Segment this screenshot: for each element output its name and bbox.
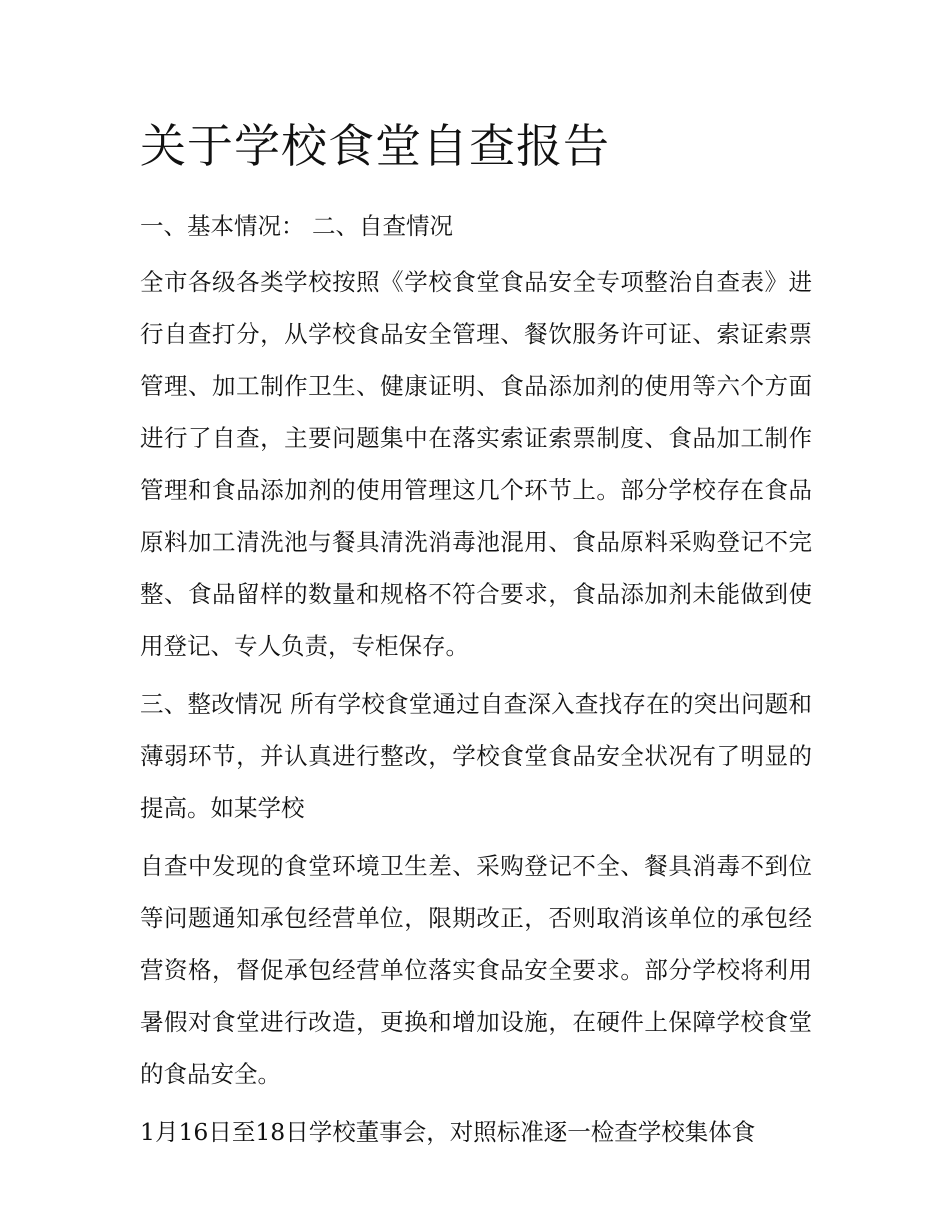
document-page <box>140 110 812 1164</box>
section-heading-basic: 一、基本情况： 二、自查情况 <box>140 212 453 240</box>
paragraph-inspection: 1月16日至18日学校董事会，对照标准逐一检查学校集体食 <box>140 1118 756 1146</box>
paragraph-findings: 自查中发现的食堂环境卫生差、采购登记不全、餐具消毒不到位等问题通知承包经营单位，限期改正，否则取消该单位的承包经营资格，督促承包经营单位落实食品安全要求。部分学校将利用暑假对食堂进行改造，更换和增加设施，在硬件上保障学校食堂的食品安全。 <box>140 852 812 1088</box>
document-title: 关于学校食堂自查报告 <box>140 119 610 173</box>
paragraph-self-check: 全市各级各类学校按照《学校食堂食品安全专项整治自查表》进行自查打分，从学校食品安全管理、餐饮服务许可证、索证索票管理、加工制作卫生、健康证明、食品添加剂的使用等六个方面进行了自查，主要问题集中在落实索证索票制度、食品加工制作管理和食品添加剂的使用管理这几个环节上。部分学校存在食品原料加工清洗池与餐具清洗消毒池混用、食品原料采购登记不完整、食品留样的数量和规格不符合要求，食品添加剂未能做到使用登记、专人负责，专柜保存。 <box>140 268 812 660</box>
paragraph-rectification: 三、整改情况 所有学校食堂通过自查深入查找存在的突出问题和薄弱环节，并认真进行整改，学校食堂食品安全状况有了明显的提高。如某学校 <box>140 690 812 822</box>
